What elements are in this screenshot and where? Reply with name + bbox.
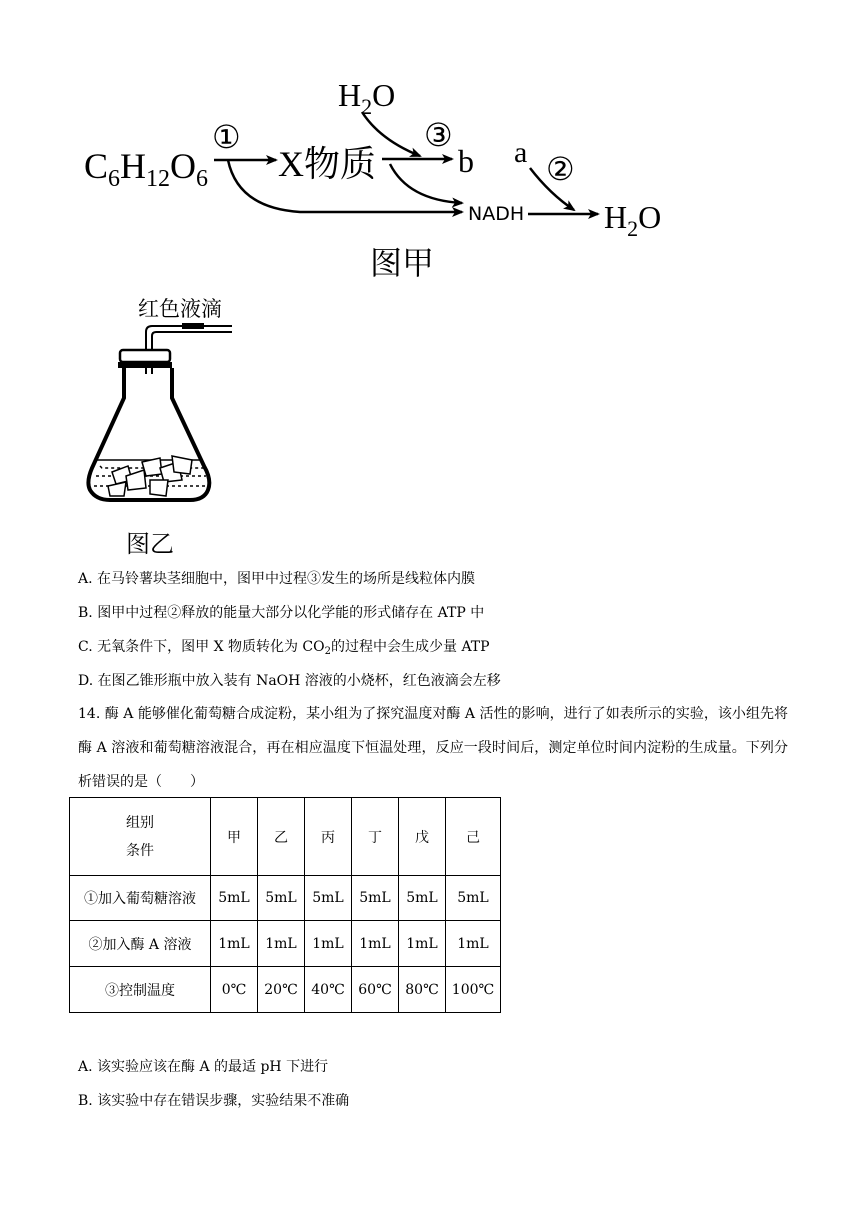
table-cell: 100℃ [446, 967, 501, 1013]
step-3-label: ③ [424, 117, 453, 153]
table-cell: 20℃ [258, 967, 305, 1013]
step-1-label: ① [212, 119, 241, 155]
product-b: b [458, 143, 474, 179]
row-label: ③控制温度 [70, 967, 211, 1013]
table-cell: 5mL [352, 876, 399, 921]
table-cell: 1mL [258, 921, 305, 967]
step-2-label: ② [546, 151, 575, 187]
stopper [120, 350, 170, 362]
water-right: $H_2O$ [604, 199, 662, 241]
table-row [70, 876, 501, 921]
group-header: 丁 [352, 798, 399, 876]
q13-option-d: D. 在图乙锥形瓶中放入装有 NaOH 溶液的小烧杯，红色液滴会左移 [78, 673, 501, 689]
stopper-band [118, 362, 172, 368]
glucose-formula: $C_6H_{12}O_6$ [84, 146, 209, 192]
figure-b-flask [0, 290, 300, 560]
table-cell: 5mL [446, 876, 501, 921]
table-cell: 1mL [211, 921, 258, 967]
q14-stem: 14. 酶 A 能够催化葡萄糖合成淀粉，某小组为了探究温度对酶 A 活性的影响，进行了如表所示的实验，该小组先将酶 A 溶液和葡萄糖溶液混合，再在相应温度下恒温处理，反应一段时间后，测定单位时间内淀粉的生成量。下列分析错误的是（ ） [78, 706, 788, 790]
table-header-row [70, 798, 501, 876]
table-corner-cell [70, 798, 211, 876]
q14-option-b: B. 该实验中存在错误步骤，实验结果不准确 [78, 1093, 350, 1109]
figure-b-caption: 图乙 [126, 530, 174, 558]
table-row [70, 967, 501, 1013]
group-header: 丙 [305, 798, 352, 876]
table-cell: 80℃ [399, 967, 446, 1013]
q13-option-c: C. 无氧条件下，图甲 X 物质转化为 $CO_2$的过程中会生成少量 ATP [78, 639, 490, 657]
figure-a-caption: 图甲 [370, 244, 435, 282]
q13-option-b: B. 图甲中过程②释放的能量大部分以化学能的形式储存在 ATP 中 [78, 605, 485, 621]
header-group-label: 组别 [126, 814, 154, 831]
potato-pieces [94, 456, 208, 496]
table-cell: 60℃ [352, 967, 399, 1013]
table-row [70, 921, 501, 967]
table-cell: 1mL [305, 921, 352, 967]
table-cell: 1mL [352, 921, 399, 967]
table-cell: 0℃ [211, 967, 258, 1013]
red-drop-label: 红色液滴 [138, 297, 222, 321]
table-cell: 5mL [305, 876, 352, 921]
row-label: ②加入酶 A 溶液 [70, 921, 211, 967]
x-substance: X物质 [278, 144, 376, 184]
table-cell: 40℃ [305, 967, 352, 1013]
q14-option-a: A. 该实验应该在酶 A 的最适 pH 下进行 [78, 1059, 329, 1075]
figure-a-diagram [0, 0, 860, 290]
table-cell: 1mL [446, 921, 501, 967]
q13-option-a: A. 在马铃薯块茎细胞中，图甲中过程③发生的场所是线粒体内膜 [78, 571, 476, 587]
group-header: 乙 [258, 798, 305, 876]
group-header: 己 [446, 798, 501, 876]
table-cell: 5mL [399, 876, 446, 921]
table-cell: 5mL [211, 876, 258, 921]
group-header: 甲 [211, 798, 258, 876]
reactant-a: a [514, 136, 528, 169]
q14-table [69, 797, 501, 1013]
header-condition-label: 条件 [126, 842, 154, 859]
row-label: ①加入葡萄糖溶液 [70, 876, 211, 921]
flask-body [88, 368, 209, 500]
table-cell: 5mL [258, 876, 305, 921]
nadh-label: NADH [468, 203, 525, 225]
table-cell: 1mL [399, 921, 446, 967]
arrow-x-to-nadh [390, 164, 462, 203]
water-top: $H_2O$ [338, 77, 396, 119]
group-header: 戊 [399, 798, 446, 876]
